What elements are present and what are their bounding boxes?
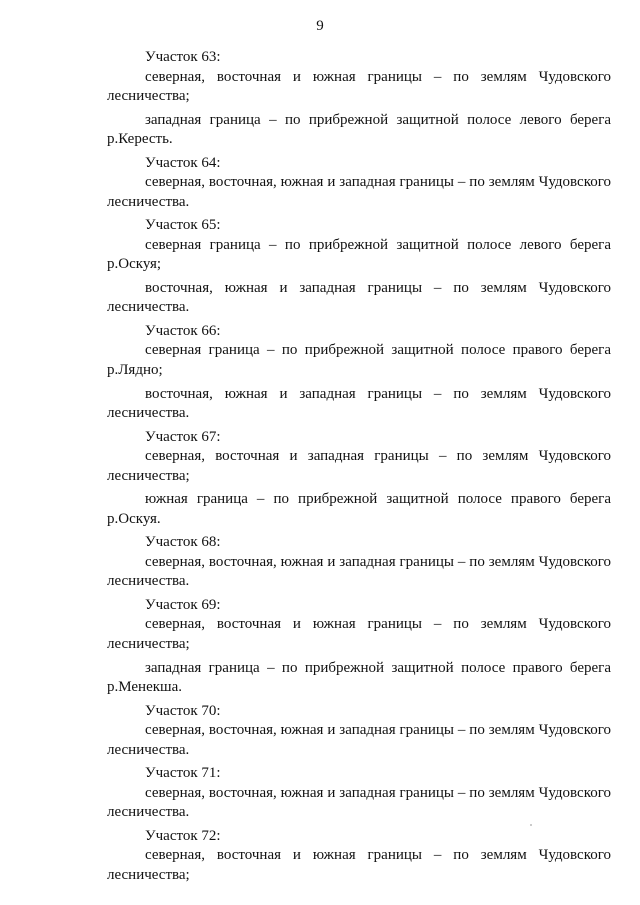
section-paragraph: северная, восточная и южная границы – по землям Чудовского лесничества;: [107, 847, 611, 883]
section-66: [107, 322, 611, 424]
section-65: [107, 216, 611, 318]
section-heading: Участок 71:: [145, 765, 221, 782]
section-paragraph: южная граница – по прибрежной защитной полосе правого берега р.Оскуя.: [107, 491, 611, 527]
section-paragraph: северная, восточная и южная границы – по землям Чудовского лесничества;: [107, 616, 611, 652]
document-body: [107, 48, 611, 889]
section-64: [107, 154, 611, 213]
section-68: [107, 533, 611, 592]
section-heading: Участок 67:: [145, 428, 221, 445]
section-heading: Участок 68:: [145, 534, 221, 551]
section-paragraph: северная граница – по прибрежной защитной полосе левого берега р.Оскуя;: [107, 236, 611, 273]
section-63: [107, 48, 611, 150]
section-70: [107, 702, 611, 761]
scan-speck: [530, 824, 532, 826]
page-number: 9: [316, 18, 324, 34]
section-heading: Участок 70:: [145, 702, 221, 719]
section-heading: Участок 63:: [145, 49, 221, 65]
section-paragraph: северная граница – по прибрежной защитной полосе правого берега р.Лядно;: [107, 342, 611, 378]
section-paragraph: северная, восточная и южная границы – по землям Чудовского лесничества;: [107, 68, 611, 104]
section-paragraph: северная, восточная и западная границы – по землям Чудовского лесничества;: [107, 448, 611, 484]
section-heading: Участок 65:: [145, 217, 221, 234]
section-paragraph: восточная, южная и западная границы – по землям Чудовского лесничества.: [107, 385, 611, 422]
section-67: [107, 428, 611, 530]
section-paragraph: северная, восточная, южная и западная границы – по землям Чудовского лесничества.: [107, 784, 611, 821]
section-71: [107, 764, 611, 823]
section-69: [107, 596, 611, 698]
section-paragraph: северная, восточная, южная и западная границы – по землям Чудовского лесничества.: [107, 174, 611, 210]
section-72: [107, 827, 611, 886]
section-heading: Участок 64:: [145, 154, 221, 171]
section-heading: Участок 72:: [145, 827, 221, 844]
section-paragraph: северная, восточная, южная и западная границы – по землям Чудовского лесничества.: [107, 722, 611, 758]
section-paragraph: северная, восточная, южная и западная границы – по землям Чудовского лесничества.: [107, 553, 611, 590]
section-heading: Участок 66:: [145, 322, 221, 339]
section-paragraph: восточная, южная и западная границы – по землям Чудовского лесничества.: [107, 279, 611, 316]
section-paragraph: западная граница – по прибрежной защитной полосе правого берега р.Менекша.: [107, 659, 611, 696]
section-heading: Участок 69:: [145, 596, 221, 613]
section-paragraph: западная граница – по прибрежной защитной полосе левого берега р.Кересть.: [107, 111, 611, 148]
